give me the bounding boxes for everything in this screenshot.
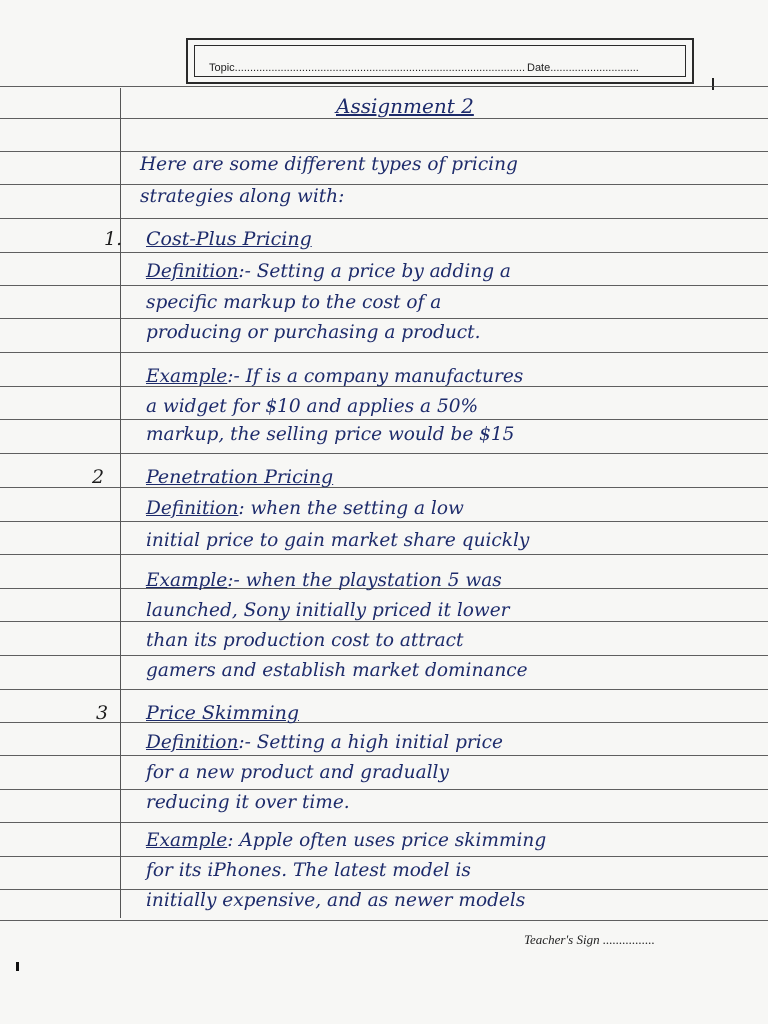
section-1-definition-label: Definition: [146, 261, 239, 282]
section-3-definition-line-2: for a new product and gradually: [146, 762, 449, 783]
topic-field-label: Topic...............................................................................................: [209, 62, 526, 74]
section-2-example-line-2: launched, Sony initially priced it lower: [146, 600, 510, 621]
section-2-definition-label: Definition: [146, 498, 239, 519]
section-1-definition-line-2: specific markup to the cost of a: [146, 292, 442, 313]
intro-line-1: Here are some different types of pricing: [140, 154, 518, 175]
section-3-example-label: Example: [146, 830, 228, 851]
section-2-example-line-3: than its production cost to attract: [146, 630, 464, 651]
section-1-definition-line-3: producing or purchasing a product.: [146, 322, 481, 343]
section-2-number: 2: [92, 466, 105, 488]
section-1-heading: Cost-Plus Pricing: [146, 228, 312, 250]
section-2-example-text-1: :- when the playstation 5 was: [227, 570, 502, 591]
section-2-example-line-4: gamers and establish market dominance: [146, 660, 528, 681]
section-3-example-line-3: initially expensive, and as newer models: [146, 890, 526, 911]
assignment-title: Assignment 2: [336, 94, 474, 118]
intro-line-2: strategies along with:: [140, 186, 345, 207]
section-2-example-label: Example: [146, 570, 228, 591]
teacher-sign-label: Teacher's Sign ................: [524, 932, 655, 947]
margin-line: [120, 88, 121, 918]
section-1-example-text-1: :- If is a company manufactures: [227, 366, 524, 387]
section-2-definition-line-1: [146, 498, 464, 519]
header-box: [186, 38, 694, 84]
section-3-heading: Price Skimming: [146, 702, 299, 724]
section-2-heading: Penetration Pricing: [146, 466, 334, 488]
section-3-definition-text-1: :- Setting a high initial price: [238, 732, 503, 753]
section-1-example-label: Example: [146, 366, 228, 387]
section-1-definition-line-1: [146, 261, 511, 282]
section-3-example-text-1: : Apple often uses price skimming: [227, 830, 547, 851]
section-1-example-line-2: a widget for $10 and applies a 50%: [146, 396, 479, 417]
section-3-definition-line-3: reducing it over time.: [146, 792, 350, 813]
section-2-definition-line-2: initial price to gain market share quickly: [146, 530, 530, 551]
section-3-number: 3: [96, 702, 109, 724]
section-3-example-line-2: for its iPhones. The latest model is: [146, 860, 471, 881]
section-3-definition-label: Definition: [146, 732, 239, 753]
section-1-definition-text-1: :- Setting a price by adding a: [238, 261, 511, 282]
section-3-example-line-1: [146, 830, 546, 851]
corner-mark: [712, 78, 714, 90]
section-1-example-line-3: markup, the selling price would be $15: [146, 424, 515, 445]
section-3-definition-line-1: [146, 732, 503, 753]
date-field-label: Date.............................: [527, 62, 639, 74]
edge-mark: [16, 962, 19, 971]
section-1-example-line-1: [146, 366, 523, 387]
header-inner-border: [194, 45, 686, 77]
section-2-definition-text-1: : when the setting a low: [238, 498, 464, 519]
section-1-number: 1.: [104, 228, 123, 250]
section-2-example-line-1: [146, 570, 502, 591]
